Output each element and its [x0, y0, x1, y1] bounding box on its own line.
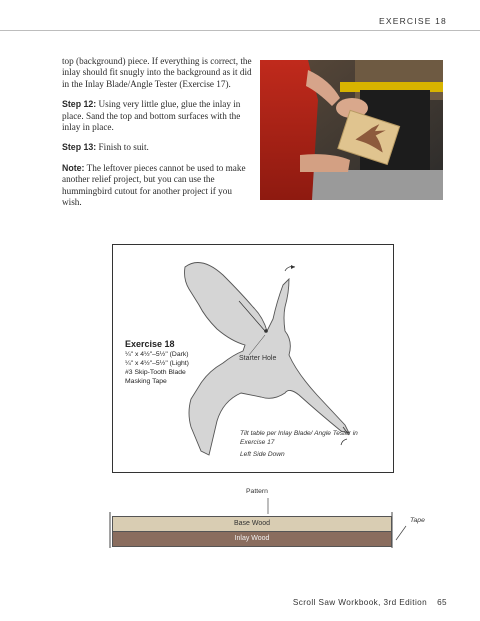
- step-12-text: Using very little glue, glue the inlay in place. Sand the top and bottom surfaces with the inlay in place.: [62, 99, 241, 133]
- inlay-wood-layer: Inlay Wood: [112, 531, 392, 547]
- step-13-text: Finish to suit.: [96, 142, 149, 153]
- book-title: Scroll Saw Workbook, 3rd Edition: [292, 598, 428, 607]
- tape-label: Tape: [410, 517, 425, 524]
- intro-paragraph: top (background) piece. If everything is correct, the inlay should fit snugly into the background as it did in the Inlay Blade/Angle Tester (Exercise 17).: [62, 56, 252, 89]
- starter-hole-label: Starter Hole: [239, 355, 277, 362]
- tilt-note: Tilt table per Inlay Blade/ Angle Tester in Exercise 17: [240, 430, 358, 446]
- page-footer: [293, 598, 447, 607]
- pattern-exercise-title: Exercise 18: [125, 339, 175, 349]
- pattern-label: Pattern: [246, 488, 268, 495]
- left-side-down-note: Left Side Down: [240, 451, 285, 458]
- pattern-spec-blade: #3 Skip-Tooth Blade: [125, 369, 186, 376]
- step-13-label: Step 13:: [62, 142, 97, 153]
- page-number: 65: [437, 598, 447, 607]
- running-header: EXERCISE 18: [378, 16, 447, 26]
- note-text: The leftover pieces cannot be used to make another relief project, but you can use the hummingbird cutout for another project if you wish.: [62, 162, 246, 208]
- pattern-spec-tape: Masking Tape: [125, 378, 167, 385]
- base-wood-layer: Base Wood: [112, 516, 392, 532]
- step-12-label: Step 12:: [62, 99, 97, 110]
- note-label: Note:: [62, 162, 85, 173]
- pattern-spec-dark: ¼" x 4½"–5½" (Dark): [125, 351, 189, 358]
- pattern-spec-light: ¼" x 4½"–5½" (Light): [125, 360, 189, 367]
